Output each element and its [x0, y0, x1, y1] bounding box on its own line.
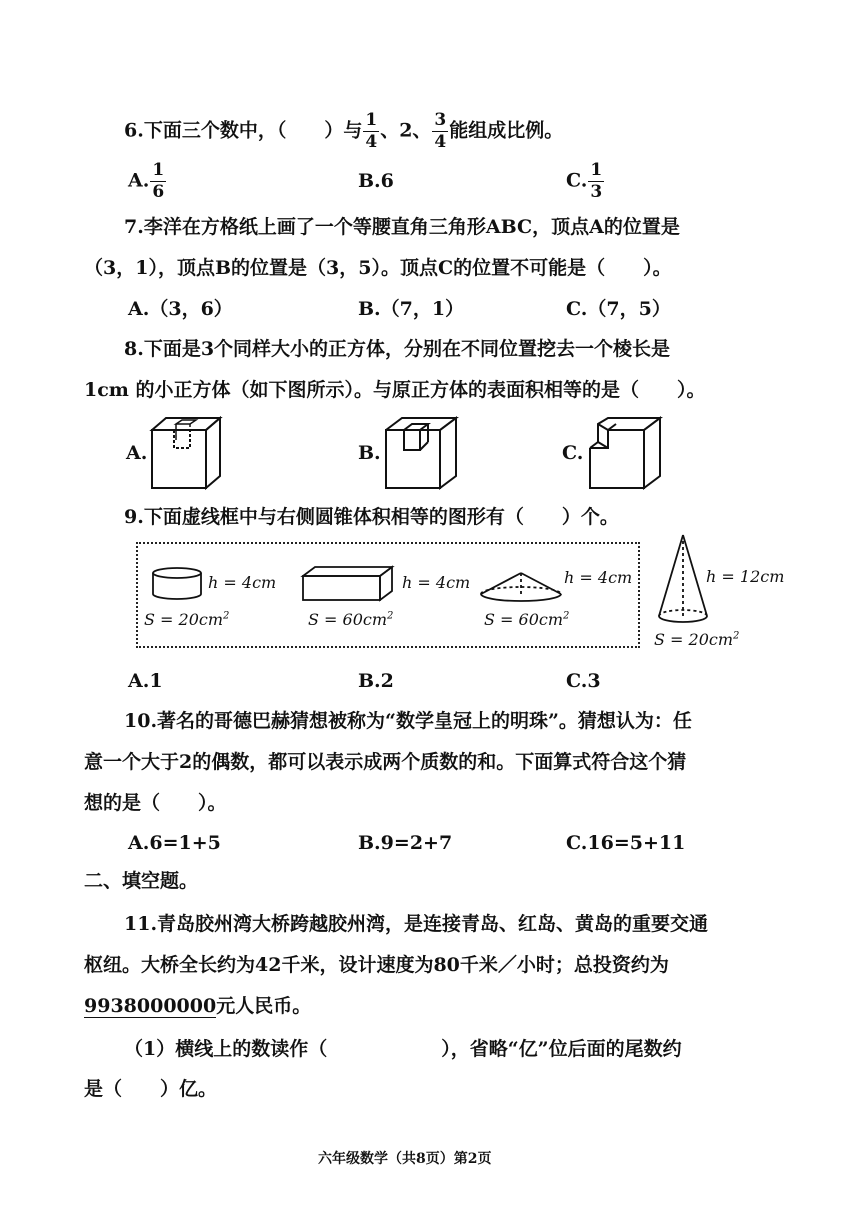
q6-stem: 6.下面三个数中，（ ）与 $\frac{1}{4}$ 、2、 $\frac{3}{4}$ 能组成比例。	[124, 110, 564, 152]
cylinder-height-label: h = 4cm	[208, 573, 277, 592]
q7-option-b: B.（7，1）	[358, 298, 465, 320]
small-cone-height-label: h = 4cm	[564, 568, 633, 587]
prism-figure	[300, 564, 396, 604]
prism-height-label: h = 4cm	[402, 573, 471, 592]
q9-option-a: A.1	[128, 670, 163, 692]
q8-option-a: A.	[126, 442, 148, 464]
large-cone-height-label: h = 12cm	[706, 567, 785, 586]
q10-option-b: B.9=2+7	[358, 832, 453, 854]
cube-c-figure	[586, 416, 664, 492]
q10-line1: 10.著名的哥德巴赫猜想被称为“数学皇冠上的明珠”。猜想认为：任	[124, 710, 692, 732]
q7-option-c: C.（7，5）	[566, 298, 671, 320]
q6-option-a: A. $\frac{1}{6}$	[128, 160, 165, 202]
q11-sub1-line1: （1）横线上的数读作（ ），省略“亿”位后面的尾数约	[124, 1038, 682, 1060]
q9-option-c: C.3	[566, 670, 601, 692]
cylinder-area-label: $S = 20cm^2$	[144, 610, 230, 629]
small-cone-figure	[478, 570, 564, 606]
q8-line2: 1cm 的小正方体（如下图所示）。与原正方体的表面积相等的是（ ）。	[84, 379, 706, 401]
large-cone-figure	[656, 532, 710, 626]
q11-sub1-line2: 是（ ）亿。	[84, 1078, 218, 1100]
q8-line1: 8.下面是3个同样大小的正方体，分别在不同位置挖去一个棱长是	[124, 338, 671, 360]
q10-line3: 想的是（ ）。	[84, 792, 227, 814]
cube-a-figure	[148, 416, 224, 492]
q6-option-b: B.6	[358, 170, 394, 192]
q7-line1: 7.李洋在方格纸上画了一个等腰直角三角形ABC，顶点A的位置是	[124, 216, 680, 238]
fraction-1-4: $\frac{1}{4}$	[365, 110, 378, 152]
cylinder-figure	[150, 566, 204, 602]
section-heading: 二、填空题。	[84, 870, 199, 892]
q11-line3: 9938000000元人民币。	[84, 995, 312, 1017]
q8-option-b: B.	[358, 442, 381, 464]
q11-line1: 11.青岛胶州湾大桥跨越胶州湾，是连接青岛、红岛、黄岛的重要交通	[124, 913, 709, 935]
q8-option-c: C.	[562, 442, 584, 464]
prism-area-label: $S = 60cm^2$	[308, 610, 394, 629]
underlined-number: 9938000000	[84, 995, 217, 1017]
q6-option-c: C. $\frac{1}{3}$	[566, 160, 603, 202]
small-cone-area-label: $S = 60cm^2$	[484, 610, 570, 629]
q9-option-b: B.2	[358, 670, 394, 692]
q10-option-a: A.6=1+5	[128, 832, 221, 854]
q7-option-a: A.（3，6）	[128, 298, 233, 320]
q10-option-c: C.16=5+11	[566, 832, 686, 854]
fraction-3-4: $\frac{3}{4}$	[434, 110, 447, 152]
q7-line2: （3，1），顶点B的位置是（3，5）。顶点C的位置不可能是（ ）。	[84, 257, 672, 279]
cube-b-figure	[382, 416, 460, 492]
q11-line2: 枢纽。大桥全长约为42千米，设计速度为80千米／小时；总投资约为	[84, 954, 669, 976]
page-footer: 六年级数学（共8页）第2页	[318, 1151, 492, 1167]
large-cone-area-label: $S = 20cm^2$	[654, 630, 740, 649]
q10-line2: 意一个大于2的偶数，都可以表示成两个质数的和。下面算式符合这个猜	[84, 751, 687, 773]
q9-line1: 9.下面虚线框中与右侧圆锥体积相等的图形有（ ）个。	[124, 506, 619, 528]
